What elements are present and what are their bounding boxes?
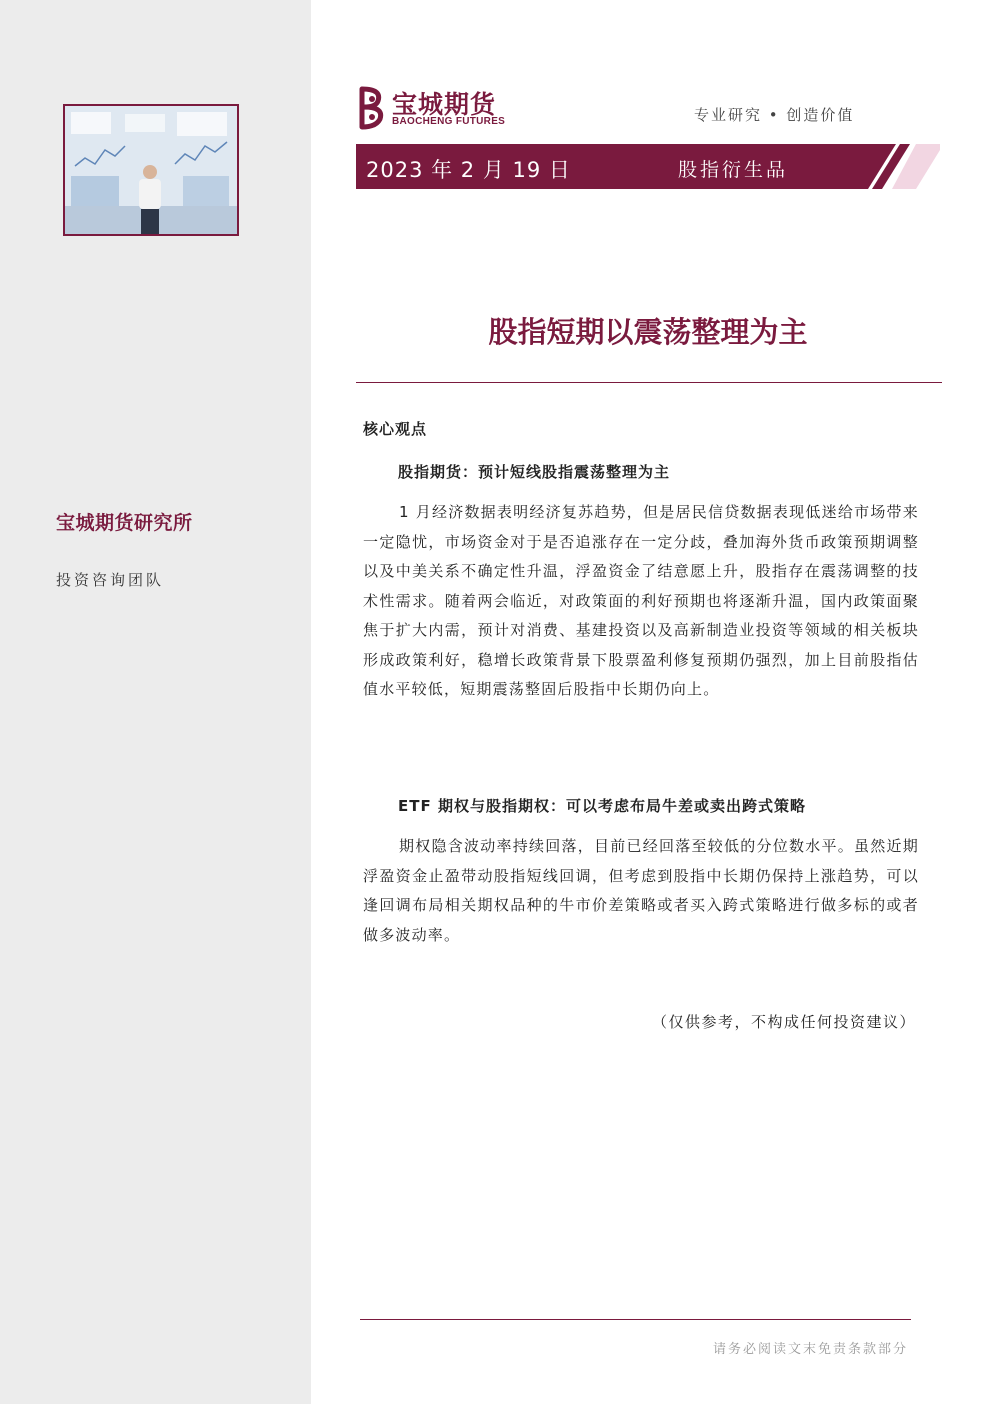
core-heading: 核心观点 [363, 420, 428, 438]
slogan: 专业研究 • 创造价值 [694, 106, 855, 124]
footer-divider [360, 1319, 911, 1320]
section-body-futures: 1 月经济数据表明经济复苏趋势，但是居民信贷数据表现低迷给市场带来一定隐忧，市场资金对于是否追涨存在一定分歧，叠加海外货币政策预期调整以及中美关系不确定性升温，浮盈资金了结意愿上升，股指存在震荡调整的技术性需求。随着两会临近，对政策面的利好预期也将逐渐升温，国内政策面聚焦于扩大内需，预计对消费、基建投资以及高新制造业投资等领域的相关板块形成政策利好，稳增长政策背景下股票盈利修复预期仍强烈，加上目前股指估值水平较低，短期震荡整固后股指中长期仍向上。 [363, 503, 919, 698]
company-logo [356, 83, 526, 133]
section-heading-options: ETF 期权与股指期权：可以考虑布局牛差或卖出跨式策略 [398, 797, 806, 815]
footer-notice: 请务必阅读文末免责条款部分 [712, 1342, 908, 1357]
disclaimer: （仅供参考，不构成任何投资建议） [651, 1013, 916, 1031]
sidebar-org-name: 宝城期货研究所 [56, 512, 193, 534]
title-divider [356, 382, 942, 383]
sidebar [0, 0, 311, 1404]
cover-image [63, 104, 239, 236]
sidebar-team-name: 投资咨询团队 [56, 571, 165, 589]
logo-text-cn: 宝城期货 [392, 90, 497, 119]
report-category: 股指衍生品 [678, 159, 789, 181]
report-title: 股指短期以震荡整理为主 [488, 315, 808, 349]
section-body-options: 期权隐含波动率持续回落，目前已经回落至较低的分位数水平。虽然近期浮盈资金止盈带动股指短线回调，但考虑到股指中长期仍保持上涨趋势，可以逢回调布局相关期权品种的牛市价差策略或者买入跨式策略进行做多标的或者做多波动率。 [363, 837, 919, 944]
section-heading-futures: 股指期货：预计短线股指震荡整理为主 [398, 463, 671, 481]
date-banner [356, 144, 940, 189]
cover-illustration [65, 106, 237, 234]
logo-mark-icon [356, 85, 388, 131]
report-date: 2023 年 2 月 19 日 [366, 158, 571, 182]
logo-text-en: BAOCHENG FUTURES [392, 116, 506, 127]
